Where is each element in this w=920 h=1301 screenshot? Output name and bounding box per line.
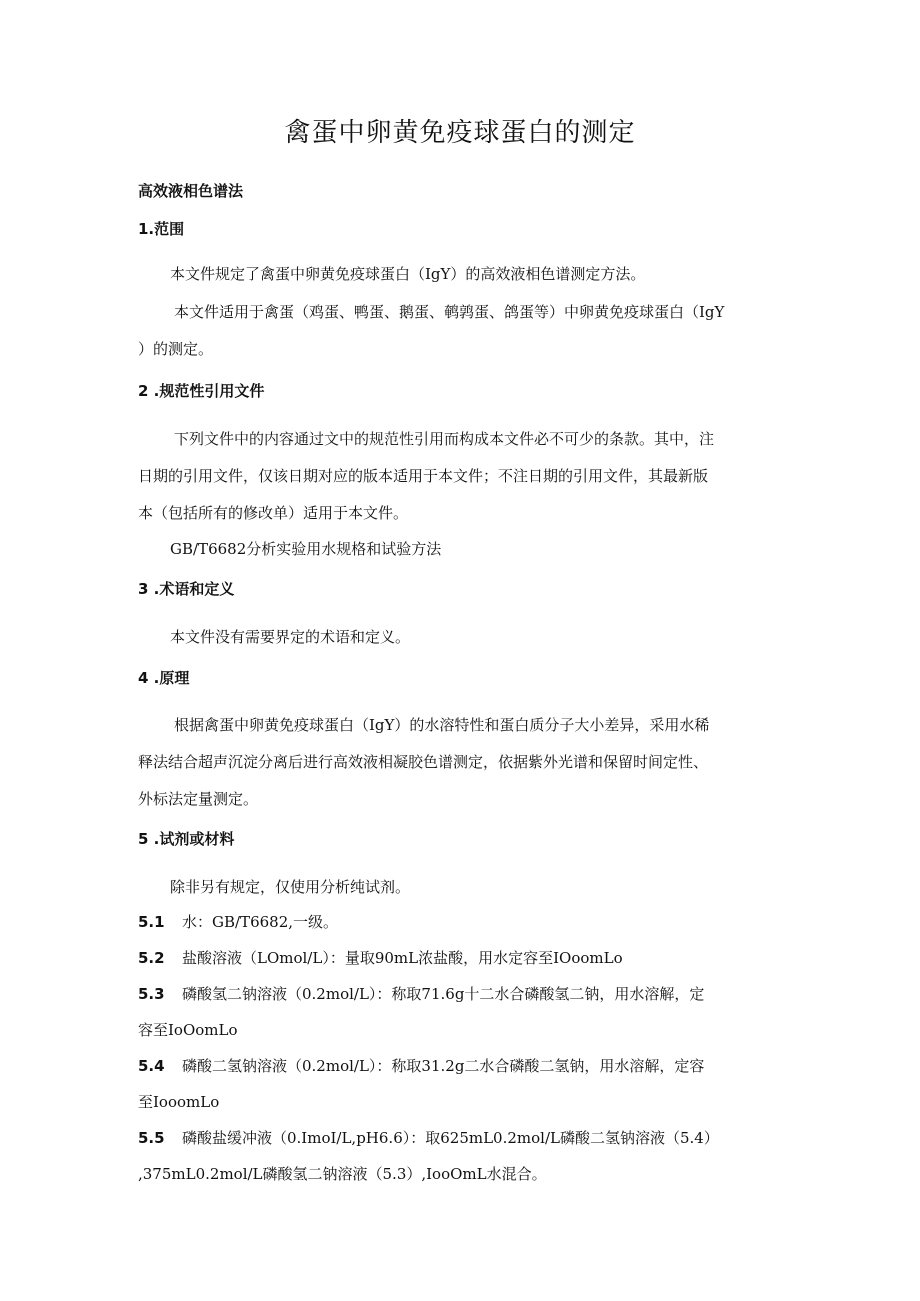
section-4-para-line-1: 根据禽蛋中卵黄免疫球蛋白（IgY）的水溶特性和蛋白质分子大小差异，采用水稀 xyxy=(174,716,710,734)
item-5-4 xyxy=(138,1048,784,1085)
section-1-para-2-line-2: ）的测定。 xyxy=(138,340,214,358)
section-2-reference: GB/T6682分析实验用水规格和试验方法 xyxy=(170,540,442,558)
section-3-heading: 3 .术语和定义 xyxy=(138,580,235,598)
item-number: 5.2 xyxy=(138,949,165,967)
item-5-3 xyxy=(138,976,784,1013)
item-text: 水：GB/T6682,一级。 xyxy=(182,913,339,931)
section-4-para-line-2: 释法结合超声沉淀分离后进行高效液相凝胶色谱测定，依据紫外光谱和保留时间定性、 xyxy=(138,753,709,771)
item-5-5 xyxy=(138,1120,784,1157)
item-5-2 xyxy=(138,940,784,977)
item-number: 5.4 xyxy=(138,1057,165,1075)
section-4-para-line-3: 外标法定量测定。 xyxy=(138,790,259,808)
method-heading: 高效液相色谱法 xyxy=(138,182,244,200)
item-text: 盐酸溶液（LOmol/L）：量取90mL浓盐酸，用水定容至IOoomLo xyxy=(182,949,623,967)
section-2-heading: 2 .规范性引用文件 xyxy=(138,382,265,400)
section-4-heading: 4 .原理 xyxy=(138,669,190,687)
document-title: 禽蛋中卵黄免疫球蛋白的测定 xyxy=(284,118,636,148)
section-2-para-line-3: 本（包括所有的修改单）适用于本文件。 xyxy=(138,504,409,522)
item-number: 5.5 xyxy=(138,1129,165,1147)
item-text: 磷酸二氢钠溶液（0.2mol/L）：称取31.2g二水合磷酸二氢钠，用水溶解，定容 xyxy=(182,1057,705,1075)
item-text: 磷酸盐缓冲液（0.ImoI/L,pH6.6）：取625mL0.2mol/L磷酸二氢钠溶液（5.4） xyxy=(182,1129,719,1147)
item-5-5-continuation: ,375mL0.2mol/L磷酸氢二钠溶液（5.3）,IooOmL水混合。 xyxy=(138,1165,547,1183)
section-5-para: 除非另有规定，仅使用分析纯试剂。 xyxy=(170,878,411,896)
section-5-heading: 5 .试剂或材料 xyxy=(138,830,235,848)
item-number: 5.3 xyxy=(138,985,165,1003)
item-text: 磷酸氢二钠溶液（0.2mol/L）：称取71.6g十二水合磷酸氢二钠，用水溶解，定 xyxy=(182,985,705,1003)
item-5-3-continuation: 容至IoOomLo xyxy=(138,1021,238,1039)
section-2-para-line-2: 日期的引用文件，仅该日期对应的版本适用于本文件；不注日期的引用文件，其最新版 xyxy=(138,467,709,485)
section-1-heading: 1.范围 xyxy=(138,220,185,238)
item-5-4-continuation: 至IooomLo xyxy=(138,1093,220,1111)
item-number: 5.1 xyxy=(138,913,165,931)
section-1-para-2-line-1: 本文件适用于禽蛋（鸡蛋、鸭蛋、鹅蛋、鹌鹑蛋、鸽蛋等）中卵黄免疫球蛋白（IgY xyxy=(174,303,725,321)
section-3-para: 本文件没有需要界定的术语和定义。 xyxy=(170,628,411,646)
section-1-para-1: 本文件规定了禽蛋中卵黄免疫球蛋白（IgY）的高效液相色谱测定方法。 xyxy=(170,265,646,283)
item-5-1 xyxy=(138,904,784,941)
section-2-para-line-1: 下列文件中的内容通过文中的规范性引用而构成本文件必不可少的条款。其中，注 xyxy=(174,430,715,448)
